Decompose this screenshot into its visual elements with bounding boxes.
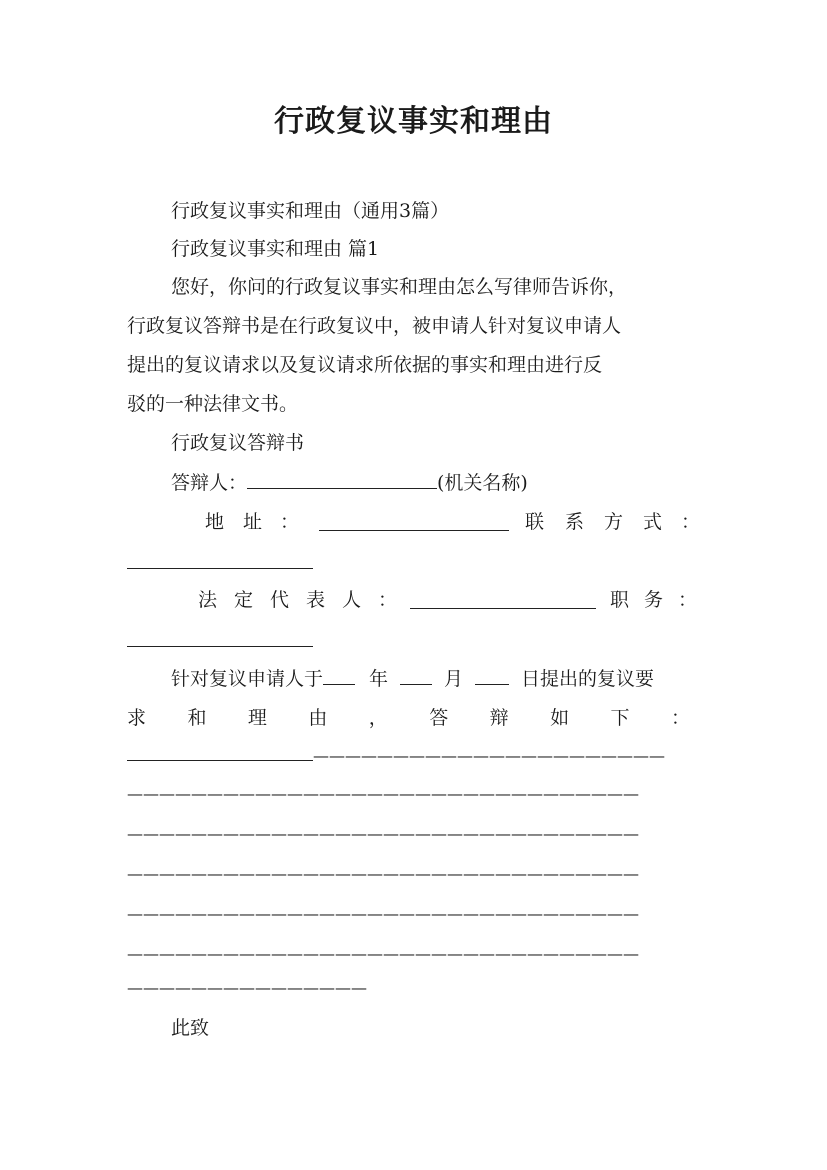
document-subtitle: 行政复议事实和理由（通用3篇） — [171, 200, 450, 222]
duty-label-char: 务 — [644, 589, 664, 611]
answer-dash: —————————————————————— — [313, 746, 665, 765]
claim-char: 辩 — [489, 707, 509, 729]
contact-label-char: 系 — [565, 511, 585, 533]
contact-blank[interactable] — [127, 548, 313, 569]
year-label: 年 — [369, 668, 389, 690]
claim-char: 下 — [610, 707, 630, 729]
answer-dash-line: ———————————————————————————————— — [127, 824, 639, 843]
contact-blank-line — [127, 548, 702, 577]
rep-label-char: 人 — [342, 589, 362, 611]
answer-blank[interactable] — [127, 740, 313, 761]
answer-dash-line: ———————————————————————————————— — [127, 904, 639, 923]
paragraph-line: 提出的复议请求以及复议请求所依据的事实和理由进行反 — [127, 354, 603, 376]
rep-label-char: 法 — [198, 589, 218, 611]
year-blank[interactable] — [323, 664, 355, 685]
respondent-hint: (机关名称) — [437, 472, 528, 494]
duty-label-char: ： — [678, 589, 698, 611]
section-heading: 行政复议事实和理由 篇1 — [171, 238, 380, 260]
rep-label-char: ： — [378, 589, 398, 611]
closing: 此致 — [171, 1017, 210, 1039]
claim-text: 针对复议申请人于 — [171, 668, 324, 690]
month-blank[interactable] — [400, 664, 432, 685]
respondent-blank[interactable] — [247, 468, 437, 489]
claim-char: 如 — [550, 707, 570, 729]
paragraph-line: 您好，你问的行政复议事实和理由怎么写律师告诉你， — [171, 276, 628, 298]
address-label-char: 址 — [243, 511, 263, 533]
form-title: 行政复议答辩书 — [171, 432, 305, 454]
respondent-line — [171, 468, 702, 497]
address-blank[interactable] — [319, 510, 509, 531]
address-label-char: ： — [280, 511, 300, 533]
claim-char: 求 — [127, 707, 147, 729]
duty-blank-line — [127, 626, 702, 655]
claim-char: 和 — [187, 707, 207, 729]
answer-dash-line-last: ——————————————— — [127, 978, 367, 997]
contact-label-char: 联 — [525, 511, 545, 533]
claim-char: 答 — [429, 707, 449, 729]
claim-char: 理 — [247, 707, 267, 729]
contact-label-char: 式 — [643, 511, 663, 533]
paragraph-line: 驳的一种法律文书。 — [127, 393, 299, 415]
answer-line — [127, 740, 692, 770]
rep-label-char: 表 — [306, 589, 326, 611]
claim-char: ： — [670, 707, 690, 729]
month-label: 月 — [444, 668, 464, 690]
paragraph-line: 行政复议答辩书是在行政复议中，被申请人针对复议申请人 — [127, 315, 622, 337]
answer-dash-line: ———————————————————————————————— — [127, 944, 639, 963]
day-blank[interactable] — [475, 664, 509, 685]
document-title: 行政复议事实和理由 — [274, 104, 553, 139]
claim-char: ， — [368, 707, 388, 729]
contact-label-char: 方 — [604, 511, 624, 533]
answer-dash-line: ———————————————————————————————— — [127, 784, 639, 803]
day-text: 日提出的复议要 — [521, 668, 655, 690]
rep-label-char: 代 — [270, 589, 290, 611]
claim-char: 由 — [308, 707, 328, 729]
duty-label-char: 职 — [610, 589, 630, 611]
contact-label-char: ： — [681, 511, 701, 533]
answer-dash-line: ———————————————————————————————— — [127, 864, 639, 883]
claim-line — [171, 664, 702, 693]
respondent-label: 答辩人： — [171, 472, 248, 494]
representative-blank[interactable] — [410, 588, 596, 609]
address-label-char: 地 — [205, 511, 225, 533]
duty-blank[interactable] — [127, 626, 313, 647]
rep-label-char: 定 — [234, 589, 254, 611]
claim-line-2 — [127, 704, 690, 732]
